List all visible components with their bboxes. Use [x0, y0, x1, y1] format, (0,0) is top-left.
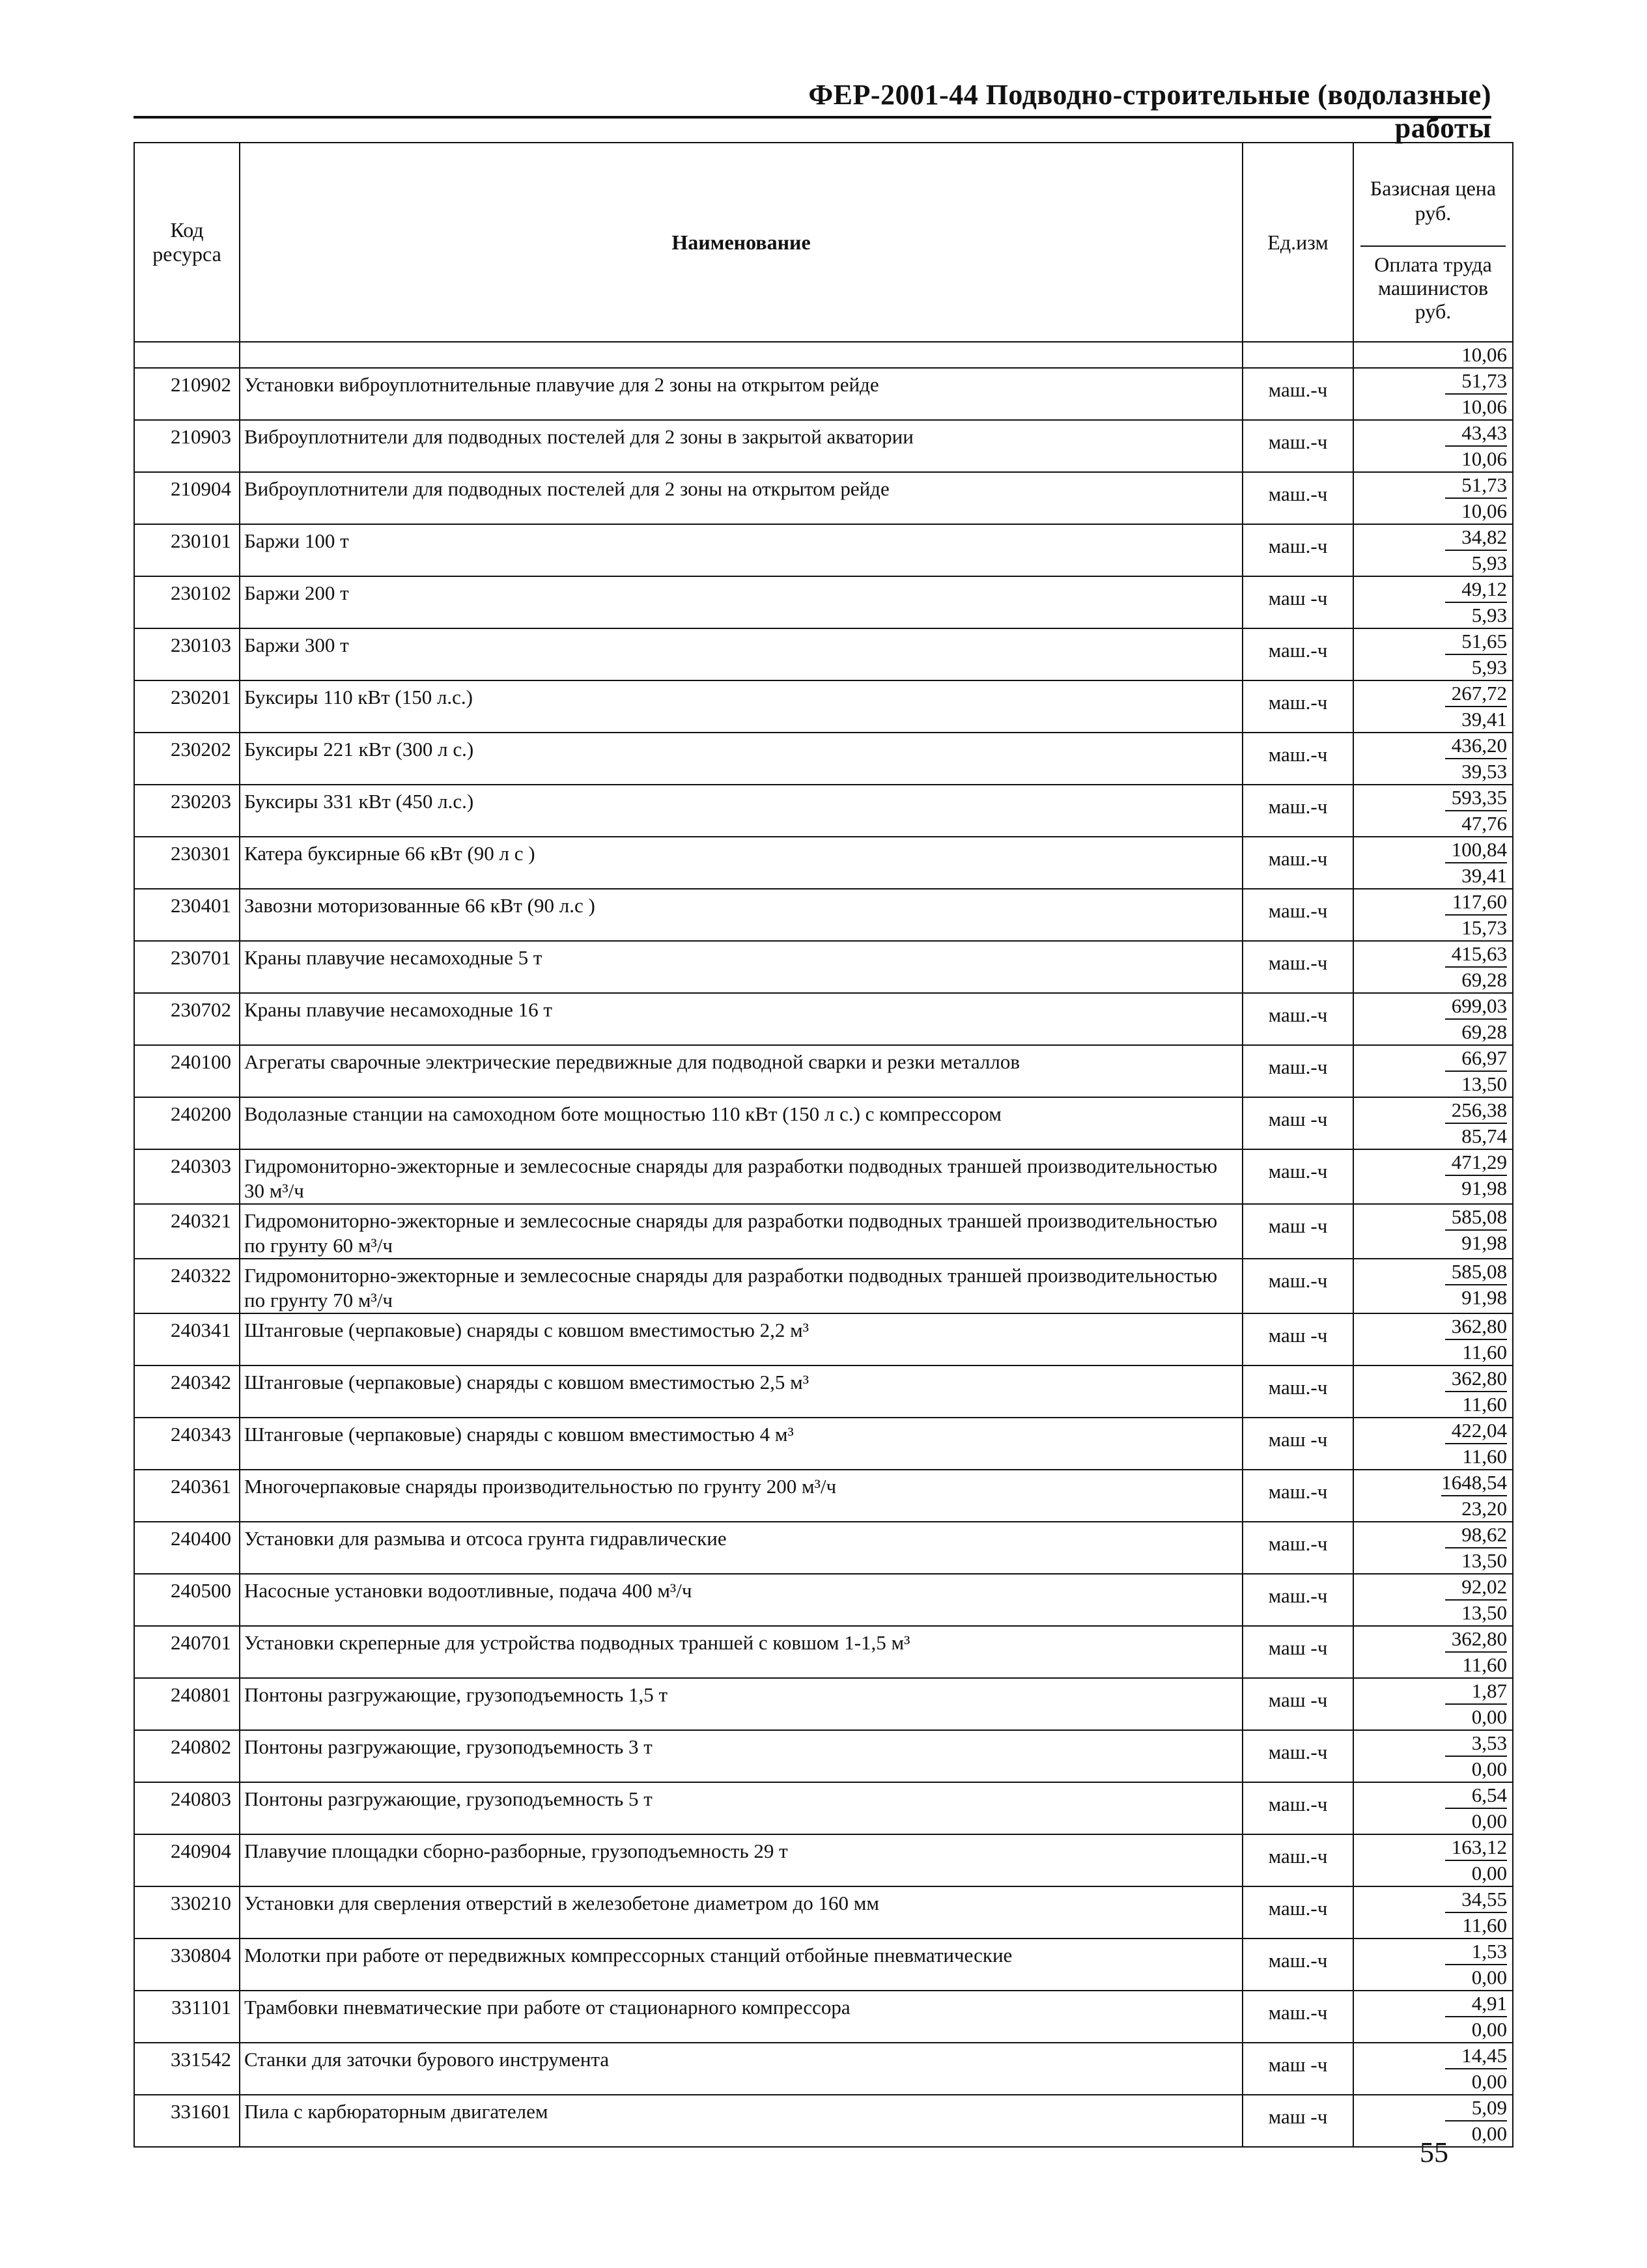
resource-unit: маш.-ч — [1243, 1365, 1353, 1418]
resource-name: Установки для сверления отверстий в железобетоне диаметром до 160 мм — [240, 1886, 1243, 1939]
table-row — [134, 1834, 1513, 1886]
resource-name: Понтоны разгружающие, грузоподъемность 1,5 т — [240, 1678, 1243, 1730]
resource-name: Баржи 300 т — [240, 628, 1243, 680]
resource-prices — [1353, 1939, 1513, 1991]
table-row — [134, 680, 1513, 733]
operator-pay: 69,28 — [1461, 1020, 1507, 1043]
resource-code: 240303 — [134, 1149, 240, 1204]
resource-prices — [1353, 1259, 1513, 1313]
operator-pay: 0,00 — [1471, 1862, 1507, 1884]
base-price: 4,91 — [1445, 1991, 1507, 2017]
operator-pay: 15,73 — [1461, 916, 1507, 939]
operator-pay: 39,53 — [1461, 760, 1507, 783]
table-row — [134, 1626, 1513, 1678]
table-row — [134, 1313, 1513, 1365]
base-price: 5,09 — [1445, 2095, 1507, 2121]
resource-unit: маш.-ч — [1243, 680, 1353, 733]
operator-pay: 13,50 — [1461, 1072, 1507, 1095]
resource-code: 240802 — [134, 1730, 240, 1782]
resource-name: Баржи 200 т — [240, 576, 1243, 628]
resource-prices — [1353, 837, 1513, 889]
resource-code: 240341 — [134, 1313, 240, 1365]
table-row — [134, 2095, 1513, 2147]
resource-unit: маш.-ч — [1243, 1939, 1353, 1991]
resource-prices — [1353, 420, 1513, 472]
base-price: 92,02 — [1445, 1575, 1507, 1601]
operator-pay: 5,93 — [1471, 552, 1507, 574]
resource-code: 240400 — [134, 1522, 240, 1574]
table-row — [134, 1045, 1513, 1097]
resource-unit: маш.-ч — [1243, 785, 1353, 837]
resource-prices — [1353, 993, 1513, 1045]
operator-pay: 47,76 — [1461, 812, 1507, 835]
base-price: 471,29 — [1445, 1150, 1507, 1176]
operator-pay: 5,93 — [1471, 604, 1507, 626]
operator-pay: 91,98 — [1461, 1177, 1507, 1199]
resource-prices — [1353, 1365, 1513, 1418]
resource-code: 230101 — [134, 524, 240, 576]
operator-pay: 11,60 — [1462, 1653, 1507, 1676]
resource-code: 240321 — [134, 1204, 240, 1259]
table-row — [134, 420, 1513, 472]
resource-unit: маш.-ч — [1243, 889, 1353, 941]
resource-prices — [1353, 1574, 1513, 1626]
base-price: 163,12 — [1445, 1835, 1507, 1861]
operator-pay: 13,50 — [1461, 1549, 1507, 1572]
base-price: 415,63 — [1445, 942, 1507, 968]
table-row — [134, 524, 1513, 576]
operator-pay: 10,06 — [1461, 395, 1507, 418]
resource-prices — [1353, 733, 1513, 785]
resource-code: 240100 — [134, 1045, 240, 1097]
resource-code: 210902 — [134, 368, 240, 420]
operator-pay: 11,60 — [1462, 1393, 1507, 1416]
resource-unit: маш.-ч — [1243, 524, 1353, 576]
operator-pay: 13,50 — [1461, 1601, 1507, 1624]
base-price: 1,53 — [1445, 1939, 1507, 1965]
resource-code: 230102 — [134, 576, 240, 628]
operator-pay: 0,00 — [1471, 2018, 1507, 2041]
base-price: 117,60 — [1445, 889, 1507, 916]
operator-pay: 10,06 — [1461, 447, 1507, 470]
resource-unit: маш -ч — [1243, 1678, 1353, 1730]
resource-name: Гидромониторно-эжекторные и землесосные снаряды для разработки подводных траншей производительностью по грунту 70 м³/ч — [240, 1259, 1243, 1313]
table-row — [134, 1886, 1513, 1939]
operator-pay: 11,60 — [1462, 1341, 1507, 1364]
resource-name: Молотки при работе от передвижных компрессорных станций отбойные пневматические — [240, 1939, 1243, 1991]
column-header-base-price: Базисная цена руб. — [1370, 176, 1497, 225]
operator-pay: 39,41 — [1461, 864, 1507, 887]
resource-code: 240904 — [134, 1834, 240, 1886]
resource-unit: маш.-ч — [1243, 1470, 1353, 1522]
table-body — [134, 368, 1513, 2147]
resource-code: 230103 — [134, 628, 240, 680]
resource-name: Штанговые (черпаковые) снаряды с ковшом вместимостью 2,5 м³ — [240, 1365, 1243, 1418]
resource-code: 240701 — [134, 1626, 240, 1678]
resource-code: 331101 — [134, 1991, 240, 2043]
resource-name: Станки для заточки бурового инструмента — [240, 2043, 1243, 2095]
base-price: 66,97 — [1445, 1046, 1507, 1072]
resource-prices — [1353, 472, 1513, 524]
base-price: 1648,54 — [1441, 1470, 1507, 1496]
resource-unit: маш.-ч — [1243, 368, 1353, 420]
resource-prices — [1353, 1886, 1513, 1939]
resource-prices — [1353, 1470, 1513, 1522]
resource-table — [134, 142, 1513, 2148]
resource-unit: маш.-ч — [1243, 1259, 1353, 1313]
resource-prices — [1353, 1204, 1513, 1259]
base-price: 436,20 — [1445, 733, 1507, 759]
resource-unit: маш.-ч — [1243, 1782, 1353, 1834]
operator-pay: 0,00 — [1471, 2122, 1507, 2145]
resource-unit: маш -ч — [1243, 1097, 1353, 1149]
base-price: 256,38 — [1445, 1098, 1507, 1124]
resource-unit: маш.-ч — [1243, 1886, 1353, 1939]
page-title: ФЕР-2001-44 Подводно-строительные (водолазные) работы — [808, 79, 1491, 144]
resource-unit: маш.-ч — [1243, 993, 1353, 1045]
resource-code: 230701 — [134, 941, 240, 993]
base-price: 51,73 — [1445, 473, 1507, 499]
table-row — [134, 941, 1513, 993]
base-price: 699,03 — [1445, 994, 1507, 1020]
table-row — [134, 472, 1513, 524]
resource-prices — [1353, 1522, 1513, 1574]
resource-code: 230201 — [134, 680, 240, 733]
resource-name: Водолазные станции на самоходном боте мощностью 110 кВт (150 л с.) с компрессором — [240, 1097, 1243, 1149]
table-row — [134, 1730, 1513, 1782]
operator-pay: 11,60 — [1462, 1914, 1507, 1937]
base-price: 422,04 — [1445, 1418, 1507, 1444]
base-price: 51,65 — [1445, 629, 1507, 655]
resource-code: 240322 — [134, 1259, 240, 1313]
base-price: 1,87 — [1445, 1679, 1507, 1705]
base-price: 585,08 — [1445, 1205, 1507, 1231]
table-row — [134, 733, 1513, 785]
resource-prices — [1353, 1313, 1513, 1365]
resource-prices — [1353, 1782, 1513, 1834]
resource-name: Гидромониторно-эжекторные и землесосные снаряды для разработки подводных траншей производительностью по грунту 60 м³/ч — [240, 1204, 1243, 1259]
resource-unit: маш.-ч — [1243, 1991, 1353, 2043]
table-header-row — [134, 143, 1513, 342]
table-row — [134, 1939, 1513, 1991]
resource-code: 240200 — [134, 1097, 240, 1149]
table-row — [134, 1522, 1513, 1574]
resource-prices — [1353, 1730, 1513, 1782]
resource-prices — [1353, 1678, 1513, 1730]
table-row — [134, 576, 1513, 628]
resource-prices — [1353, 1991, 1513, 2043]
base-price: 362,80 — [1445, 1314, 1507, 1340]
resource-prices — [1353, 1834, 1513, 1886]
resource-prices — [1353, 680, 1513, 733]
table-row — [134, 1259, 1513, 1313]
resource-name: Баржи 100 т — [240, 524, 1243, 576]
table-row — [134, 993, 1513, 1045]
operator-pay: 91,98 — [1461, 1286, 1507, 1309]
table-row — [134, 889, 1513, 941]
base-price: 3,53 — [1445, 1731, 1507, 1757]
resource-code: 230301 — [134, 837, 240, 889]
operator-pay: 11,60 — [1462, 1445, 1507, 1468]
resource-code: 230702 — [134, 993, 240, 1045]
resource-code: 210903 — [134, 420, 240, 472]
table-row — [134, 1365, 1513, 1418]
resource-unit: маш -ч — [1243, 1626, 1353, 1678]
resource-name: Краны плавучие несамоходные 5 т — [240, 941, 1243, 993]
table-row — [134, 1574, 1513, 1626]
resource-unit: маш -ч — [1243, 2095, 1353, 2147]
resource-prices — [1353, 524, 1513, 576]
resource-prices — [1353, 576, 1513, 628]
resource-code: 240361 — [134, 1470, 240, 1522]
resource-name: Пила с карбюраторным двигателем — [240, 2095, 1243, 2147]
resource-unit: маш.-ч — [1243, 1045, 1353, 1097]
resource-code: 240801 — [134, 1678, 240, 1730]
base-price: 51,73 — [1445, 369, 1507, 395]
resource-name: Насосные установки водоотливные, подача 400 м³/ч — [240, 1574, 1243, 1626]
base-price: 49,12 — [1445, 577, 1507, 603]
resource-unit: маш.-ч — [1243, 1574, 1353, 1626]
resource-name: Установки виброуплотнительные плавучие для 2 зоны на открытом рейде — [240, 368, 1243, 420]
column-header-name: Наименование — [240, 143, 1243, 342]
resource-name: Завозни моторизованные 66 кВт (90 л.с ) — [240, 889, 1243, 941]
resource-code: 230401 — [134, 889, 240, 941]
resource-code: 240500 — [134, 1574, 240, 1626]
resource-prices — [1353, 1626, 1513, 1678]
operator-pay: 85,74 — [1461, 1125, 1507, 1147]
resource-code: 240343 — [134, 1418, 240, 1470]
resource-prices — [1353, 1149, 1513, 1204]
table-row — [134, 785, 1513, 837]
resource-unit: маш.-ч — [1243, 837, 1353, 889]
resource-code: 331601 — [134, 2095, 240, 2147]
resource-name: Гидромониторно-эжекторные и землесосные снаряды для разработки подводных траншей производительностью 30 м³/ч — [240, 1149, 1243, 1204]
resource-unit: маш.-ч — [1243, 628, 1353, 680]
operator-pay: 0,00 — [1471, 2070, 1507, 2093]
operator-pay: 69,28 — [1461, 968, 1507, 991]
resource-prices — [1353, 2043, 1513, 2095]
table-row — [134, 1418, 1513, 1470]
resource-name: Понтоны разгружающие, грузоподъемность 3 т — [240, 1730, 1243, 1782]
resource-name: Буксиры 331 кВт (450 л.с.) — [240, 785, 1243, 837]
base-price: 593,35 — [1445, 785, 1507, 811]
resource-name: Краны плавучие несамоходные 16 т — [240, 993, 1243, 1045]
resource-unit: маш.-ч — [1243, 1149, 1353, 1204]
resource-name: Штанговые (черпаковые) снаряды с ковшом вместимостью 4 м³ — [240, 1418, 1243, 1470]
operator-pay: 0,00 — [1471, 1705, 1507, 1728]
resource-unit: маш.-ч — [1243, 420, 1353, 472]
table-row — [134, 1470, 1513, 1522]
resource-name: Штанговые (черпаковые) снаряды с ковшом вместимостью 2,2 м³ — [240, 1313, 1243, 1365]
page-number: 55 — [1420, 2136, 1448, 2168]
table-row — [134, 1782, 1513, 1834]
table-row — [134, 2043, 1513, 2095]
column-header-code: Код ресурса — [134, 143, 240, 342]
resource-unit: маш -ч — [1243, 1418, 1353, 1470]
resource-name: Многочерпаковые снаряды производительностью по грунту 200 м³/ч — [240, 1470, 1243, 1522]
table-row — [134, 1149, 1513, 1204]
resource-name: Понтоны разгружающие, грузоподъемность 5 т — [240, 1782, 1243, 1834]
lead-operator-pay: 10,06 — [1461, 343, 1507, 366]
base-price: 34,55 — [1445, 1887, 1507, 1913]
base-price: 6,54 — [1445, 1783, 1507, 1809]
resource-unit: маш -ч — [1243, 2043, 1353, 2095]
lead-row — [134, 342, 1513, 368]
table-row — [134, 837, 1513, 889]
column-header-unit: Ед.изм — [1243, 143, 1353, 342]
header-divider — [134, 116, 1491, 119]
resource-code: 230203 — [134, 785, 240, 837]
resource-name: Виброуплотнители для подводных постелей для 2 зоны в закрытой акватории — [240, 420, 1243, 472]
resource-name: Плавучие площадки сборно-разборные, грузоподъемность 29 т — [240, 1834, 1243, 1886]
table-row — [134, 1204, 1513, 1259]
base-price: 98,62 — [1445, 1522, 1507, 1548]
resource-code: 330210 — [134, 1886, 240, 1939]
resource-code: 331542 — [134, 2043, 240, 2095]
resource-unit: маш.-ч — [1243, 1522, 1353, 1574]
resource-unit: маш -ч — [1243, 1204, 1353, 1259]
column-header-operator-pay: Оплата труда машинистов руб. — [1360, 245, 1506, 329]
resource-unit: маш.-ч — [1243, 733, 1353, 785]
resource-name: Установки скреперные для устройства подводных траншей с ковшом 1-1,5 м³ — [240, 1626, 1243, 1678]
base-price: 267,72 — [1445, 681, 1507, 707]
table-row — [134, 1097, 1513, 1149]
base-price: 100,84 — [1445, 837, 1507, 863]
resource-prices — [1353, 368, 1513, 420]
resource-name: Буксиры 221 кВт (300 л с.) — [240, 733, 1243, 785]
resource-unit: маш.-ч — [1243, 1730, 1353, 1782]
resource-prices — [1353, 1418, 1513, 1470]
resource-code: 240342 — [134, 1365, 240, 1418]
resource-code: 240803 — [134, 1782, 240, 1834]
base-price: 14,45 — [1445, 2043, 1507, 2069]
operator-pay: 23,20 — [1461, 1497, 1507, 1520]
operator-pay: 0,00 — [1471, 1810, 1507, 1832]
resource-prices — [1353, 1097, 1513, 1149]
operator-pay: 91,98 — [1461, 1231, 1507, 1254]
table-row — [134, 628, 1513, 680]
resource-unit: маш.-ч — [1243, 941, 1353, 993]
resource-unit: маш.-ч — [1243, 1834, 1353, 1886]
table-row — [134, 368, 1513, 420]
operator-pay: 10,06 — [1461, 499, 1507, 522]
resource-unit: маш -ч — [1243, 576, 1353, 628]
resource-unit: маш -ч — [1243, 1313, 1353, 1365]
base-price: 362,80 — [1445, 1366, 1507, 1392]
resource-name: Виброуплотнители для подводных постелей для 2 зоны на открытом рейде — [240, 472, 1243, 524]
resource-code: 210904 — [134, 472, 240, 524]
resource-prices — [1353, 628, 1513, 680]
operator-pay: 5,93 — [1471, 656, 1507, 679]
resource-name: Установки для размыва и отсоса грунта гидравлические — [240, 1522, 1243, 1574]
table-row — [134, 1678, 1513, 1730]
base-price: 585,08 — [1445, 1259, 1507, 1285]
resource-name: Трамбовки пневматические при работе от стационарного компрессора — [240, 1991, 1243, 2043]
table-row — [134, 1991, 1513, 2043]
column-header-price — [1353, 143, 1513, 342]
resource-name: Агрегаты сварочные электрические передвижные для подводной сварки и резки металлов — [240, 1045, 1243, 1097]
resource-code: 330804 — [134, 1939, 240, 1991]
resource-name: Катера буксирные 66 кВт (90 л с ) — [240, 837, 1243, 889]
operator-pay: 0,00 — [1471, 1757, 1507, 1780]
resource-code: 230202 — [134, 733, 240, 785]
resource-prices — [1353, 1045, 1513, 1097]
resource-prices — [1353, 889, 1513, 941]
resource-prices — [1353, 941, 1513, 993]
resource-unit: маш.-ч — [1243, 472, 1353, 524]
base-price: 362,80 — [1445, 1627, 1507, 1653]
resource-prices — [1353, 785, 1513, 837]
base-price: 34,82 — [1445, 525, 1507, 551]
resource-name: Буксиры 110 кВт (150 л.с.) — [240, 680, 1243, 733]
base-price: 43,43 — [1445, 421, 1507, 447]
operator-pay: 0,00 — [1471, 1966, 1507, 1989]
operator-pay: 39,41 — [1461, 708, 1507, 731]
